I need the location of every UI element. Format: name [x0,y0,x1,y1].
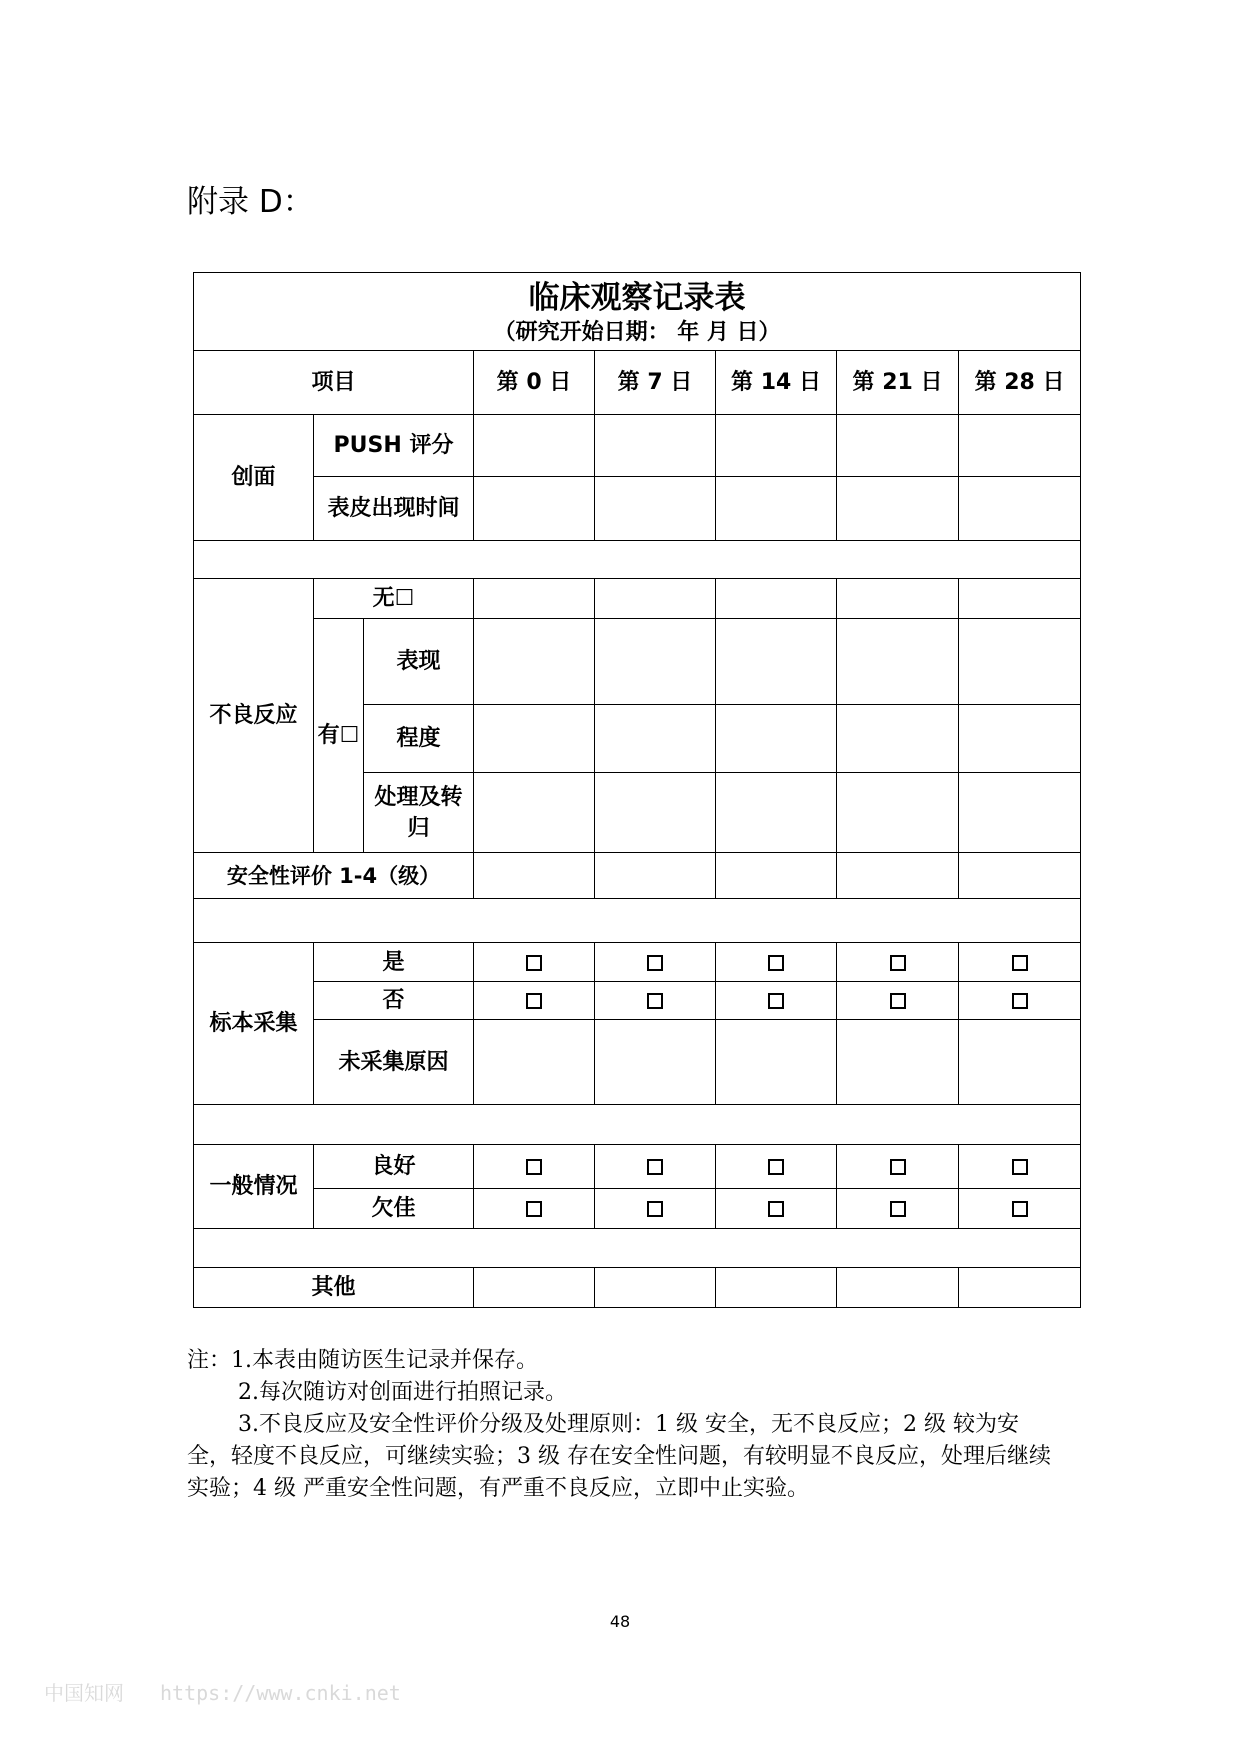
watermark-url: https://www.cnki.net [160,1681,401,1705]
push-day-7-cell[interactable] [595,415,716,477]
reason-day-21-cell[interactable] [837,1020,959,1105]
spacer-cell [194,1229,1081,1268]
push-score-label: PUSH 评分 [314,415,474,477]
epithelium-day-21-cell[interactable] [837,477,959,541]
table-row [194,415,1081,477]
checkbox[interactable] [1012,955,1028,971]
poor-day-0[interactable] [474,1189,595,1229]
reason-day-28-cell[interactable] [959,1020,1081,1105]
title-cell [194,273,1081,351]
manifestation-label: 表现 [364,619,474,705]
other-day-0-cell[interactable] [474,1268,595,1308]
other-day-7-cell[interactable] [595,1268,716,1308]
poor-day-14[interactable] [716,1189,837,1229]
checkbox[interactable] [890,955,906,971]
general-poor-label: 欠佳 [314,1189,474,1229]
good-day-28[interactable] [959,1145,1081,1189]
checkbox[interactable] [768,955,784,971]
specimen-no-day-28[interactable] [959,982,1081,1020]
checkbox[interactable] [890,993,906,1009]
table-row [194,982,1081,1020]
general-group-label: 一般情况 [194,1145,314,1229]
table-row [194,477,1081,541]
degree-day-0-cell[interactable] [474,705,595,773]
specimen-yes-day-0[interactable] [474,943,595,982]
degree-day-28-cell[interactable] [959,705,1081,773]
checkbox[interactable] [526,1159,542,1175]
epithelium-day-7-cell[interactable] [595,477,716,541]
push-day-0-cell[interactable] [474,415,595,477]
adverse-none-label: 无☐ [314,579,474,619]
none-day-21-cell[interactable] [837,579,959,619]
degree-day-14-cell[interactable] [716,705,837,773]
good-day-21[interactable] [837,1145,959,1189]
table-row [194,1145,1081,1189]
checkbox[interactable] [526,1201,542,1217]
spacer-cell [194,1105,1081,1145]
specimen-yes-day-21[interactable] [837,943,959,982]
checkbox[interactable] [1012,1159,1028,1175]
table-row [194,853,1081,899]
watermark-site: 中国知网 [44,1681,124,1705]
header-day-14: 第 14 日 [716,351,837,415]
checkbox[interactable] [647,993,663,1009]
other-day-21-cell[interactable] [837,1268,959,1308]
manifestation-day-28-cell[interactable] [959,619,1081,705]
push-day-14-cell[interactable] [716,415,837,477]
checkbox[interactable] [647,1159,663,1175]
treatment-day-7-cell[interactable] [595,773,716,853]
table-row [194,619,1081,705]
table-row [194,1268,1081,1308]
epithelium-day-0-cell[interactable] [474,477,595,541]
specimen-no-day-0[interactable] [474,982,595,1020]
adverse-group-label: 不良反应 [194,579,314,853]
note-3: 3.不良反应及安全性评价分级及处理原则：1 级 安全，无不良反应；2 级 较为安全，轻度不良反应，可继续实验；3 级 存在安全性问题，有较明显不良反应，处理后继续实验；4 级 严重安全性问题，有严重不良反应，立即中止实验。 [187,1412,1051,1501]
other-label: 其他 [194,1268,474,1308]
specimen-yes-day-14[interactable] [716,943,837,982]
specimen-yes-day-28[interactable] [959,943,1081,982]
none-day-0-cell[interactable] [474,579,595,619]
safety-day-7-cell[interactable] [595,853,716,899]
other-day-28-cell[interactable] [959,1268,1081,1308]
note-1: 注：1.本表由随访医生记录并保存。 [187,1348,538,1373]
treatment-day-28-cell[interactable] [959,773,1081,853]
safety-day-28-cell[interactable] [959,853,1081,899]
checkbox[interactable] [1012,993,1028,1009]
adverse-yes-label: 有☐ [314,619,364,853]
safety-day-21-cell[interactable] [837,853,959,899]
spacer-row [194,1229,1081,1268]
checkbox[interactable] [526,993,542,1009]
poor-day-7[interactable] [595,1189,716,1229]
reason-day-0-cell[interactable] [474,1020,595,1105]
specimen-no-day-7[interactable] [595,982,716,1020]
treatment-day-14-cell[interactable] [716,773,837,853]
header-day-7: 第 7 日 [595,351,716,415]
wound-group-label: 创面 [194,415,314,541]
push-day-21-cell[interactable] [837,415,959,477]
treatment-day-0-cell[interactable] [474,773,595,853]
manifestation-day-14-cell[interactable] [716,619,837,705]
degree-day-7-cell[interactable] [595,705,716,773]
specimen-no-day-14[interactable] [716,982,837,1020]
none-day-28-cell[interactable] [959,579,1081,619]
none-day-7-cell[interactable] [595,579,716,619]
good-day-7[interactable] [595,1145,716,1189]
table-row [194,579,1081,619]
safety-day-14-cell[interactable] [716,853,837,899]
table-row [194,1189,1081,1229]
checkbox[interactable] [768,1159,784,1175]
header-day-21: 第 21 日 [837,351,959,415]
manifestation-day-7-cell[interactable] [595,619,716,705]
spacer-cell [194,541,1081,579]
spacer-row [194,541,1081,579]
push-day-28-cell[interactable] [959,415,1081,477]
table-row [194,1020,1081,1105]
epithelium-day-14-cell[interactable] [716,477,837,541]
checkbox[interactable] [768,1201,784,1217]
header-row [194,351,1081,415]
specimen-yes-day-7[interactable] [595,943,716,982]
specimen-group-label: 标本采集 [194,943,314,1105]
good-day-14[interactable] [716,1145,837,1189]
poor-day-21[interactable] [837,1189,959,1229]
manifestation-day-21-cell[interactable] [837,619,959,705]
manifestation-day-0-cell[interactable] [474,619,595,705]
form-subtitle: （研究开始日期： 年 月 日） [493,319,781,345]
spacer-row [194,899,1081,943]
reason-day-14-cell[interactable] [716,1020,837,1105]
notes [187,1345,1057,1505]
treatment-day-21-cell[interactable] [837,773,959,853]
table-row [194,943,1081,982]
appendix-title: 附录 D： [187,184,314,220]
spacer-cell [194,899,1081,943]
safety-evaluation-label: 安全性评价 1-4（级） [194,853,474,899]
treatment-label: 处理及转归 [364,773,474,853]
form-title: 临床观察记录表 [528,279,746,316]
checkbox[interactable] [647,1201,663,1217]
spacer-row [194,1105,1081,1145]
header-day-0: 第 0 日 [474,351,595,415]
checkbox[interactable] [647,955,663,971]
epithelium-time-label: 表皮出现时间 [314,477,474,541]
specimen-yes-label: 是 [314,943,474,982]
epithelium-day-28-cell[interactable] [959,477,1081,541]
clinical-observation-form [193,272,1081,1308]
other-day-14-cell[interactable] [716,1268,837,1308]
not-collected-reason-label: 未采集原因 [314,1020,474,1105]
specimen-no-label: 否 [314,982,474,1020]
title-row [194,273,1081,351]
specimen-no-day-21[interactable] [837,982,959,1020]
degree-label: 程度 [364,705,474,773]
page-number: 48 [609,1612,631,1631]
general-good-label: 良好 [314,1145,474,1189]
good-day-0[interactable] [474,1145,595,1189]
checkbox[interactable] [526,955,542,971]
header-day-28: 第 28 日 [959,351,1081,415]
watermark [44,1677,401,1706]
note-2: 2.每次随访对创面进行拍照记录。 [238,1380,567,1405]
reason-day-7-cell[interactable] [595,1020,716,1105]
poor-day-28[interactable] [959,1189,1081,1229]
safety-day-0-cell[interactable] [474,853,595,899]
checkbox[interactable] [1012,1201,1028,1217]
degree-day-21-cell[interactable] [837,705,959,773]
none-day-14-cell[interactable] [716,579,837,619]
checkbox[interactable] [768,993,784,1009]
checkbox[interactable] [890,1159,906,1175]
checkbox[interactable] [890,1201,906,1217]
header-item: 项目 [194,351,474,415]
